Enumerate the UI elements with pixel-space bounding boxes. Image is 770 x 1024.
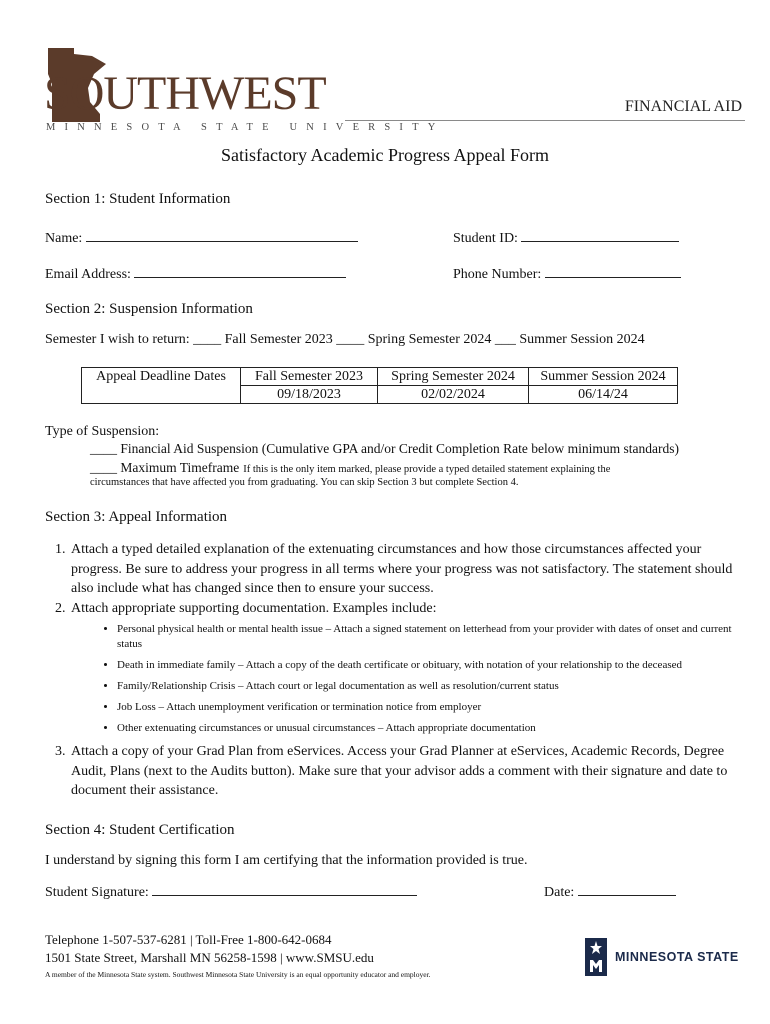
option-label: ____ Maximum Timeframe	[90, 460, 240, 475]
signature-row	[45, 883, 417, 901]
deadline-term: Summer Session 2024	[529, 368, 678, 386]
suspension-type-label: Type of Suspension:	[45, 424, 160, 439]
student-id-field[interactable]	[521, 229, 679, 242]
name-row	[45, 229, 358, 247]
list-item	[69, 742, 749, 801]
student-id-row	[453, 229, 679, 247]
minnesota-state-star-icon	[585, 938, 607, 976]
deadline-table	[81, 367, 678, 404]
section2-heading: Section 2: Suspension Information	[45, 301, 253, 317]
section4-heading: Section 4: Student Certification	[45, 822, 235, 838]
logo-wordmark: SOUTHWEST	[44, 67, 326, 120]
option-note: If this is the only item marked, please provide a typed detailed statement explaining the	[243, 464, 611, 475]
office-name: FINANCIAL AID	[624, 98, 742, 115]
deadline-date: 06/14/24	[529, 386, 678, 404]
deadline-term: Spring Semester 2024	[378, 368, 529, 386]
appeal-list-wrapper	[25, 540, 749, 801]
minnesota-state-wordmark: MINNESOTA STATE	[615, 950, 739, 964]
header-rule	[345, 120, 745, 121]
deadline-row-header: Appeal Deadline Dates	[82, 368, 241, 404]
signature-field[interactable]	[152, 883, 417, 896]
email-label: Email Address:	[45, 267, 131, 282]
appeal-list	[25, 540, 749, 801]
minnesota-state-logo	[585, 938, 739, 976]
footer-disclaimer: A member of the Minnesota State system. Southwest Minnesota State University is an equal opportunity educator and employer.	[45, 970, 431, 979]
table-row	[82, 368, 678, 386]
section3-heading: Section 3: Appeal Information	[45, 509, 228, 525]
footer-phones: Telephone 1-507-537-6281 | Toll-Free 1-800-642-0684	[45, 932, 332, 947]
list-item: • Death in immediate family – Attach a copy of the death certificate or obituary, with notation of your relationship to the deceased	[117, 658, 749, 673]
form-title: Satisfactory Academic Progress Appeal Form	[221, 145, 549, 165]
list-item	[69, 540, 749, 599]
phone-label: Phone Number:	[453, 267, 542, 282]
section1-heading: Section 1: Student Information	[45, 191, 231, 207]
appeal-item-text: Attach appropriate supporting documentation. Examples include:	[71, 600, 437, 616]
deadline-date: 09/18/2023	[241, 386, 378, 404]
appeal-item-text: Attach a typed detailed explanation of the extenuating circumstances and how those circumstances affected your progress. Be sure to address your progress in all terms where your progress was not satisfactory. The statement should also include what has changed since then to ensure your success.	[71, 542, 733, 596]
logo-subtitle: MINNESOTA STATE UNIVERSITY	[46, 122, 445, 133]
option-maximum-timeframe	[90, 459, 610, 477]
list-item	[69, 599, 749, 737]
list-item: • Job Loss – Attach unemployment verification or termination notice from employer	[117, 700, 749, 715]
name-label: Name:	[45, 231, 83, 246]
email-field[interactable]	[134, 265, 346, 278]
appeal-item-text: Attach a copy of your Grad Plan from eServices. Access your Grad Planner at eServices, Academic Records, Degree Audit, Plans (next to the Audits button). Make sure that your advisor adds a comment with their signature and date to document their assistance.	[71, 744, 728, 798]
certification-statement: I understand by signing this form I am certifying that the information provided is true.	[45, 853, 528, 868]
phone-row	[453, 265, 681, 283]
list-item: • Other extenuating circumstances or unusual circumstances – Attach appropriate documentation	[117, 721, 749, 736]
date-label: Date:	[544, 885, 575, 900]
semester-prompt: Semester I wish to return: ____ Fall Semester 2023 ____ Spring Semester 2024 ___ Summer Session 2024	[45, 332, 645, 347]
list-item: • Family/Relationship Crisis – Attach court or legal documentation as well as resolution/current status	[117, 679, 749, 694]
signature-label: Student Signature:	[45, 885, 149, 900]
name-field[interactable]	[86, 229, 358, 242]
footer-address: 1501 State Street, Marshall MN 56258-1598 | www.SMSU.edu	[45, 950, 374, 965]
option-note-continued: circumstances that have affected you from graduating. You can skip Section 3 but complete Section 4.	[90, 477, 519, 488]
date-field[interactable]	[578, 883, 676, 896]
list-item: • Personal physical health or mental health issue – Attach a signed statement on letterhead from your provider with dates of onset and current status	[117, 622, 749, 652]
email-row	[45, 265, 346, 283]
deadline-date: 02/02/2024	[378, 386, 529, 404]
date-row	[544, 883, 676, 901]
student-id-label: Student ID:	[453, 231, 518, 246]
phone-field[interactable]	[545, 265, 681, 278]
option-financial-aid-suspension: ____ Financial Aid Suspension (Cumulative GPA and/or Credit Completion Rate below minimum standards)	[90, 441, 679, 456]
examples-list	[71, 622, 749, 736]
deadline-term: Fall Semester 2023	[241, 368, 378, 386]
